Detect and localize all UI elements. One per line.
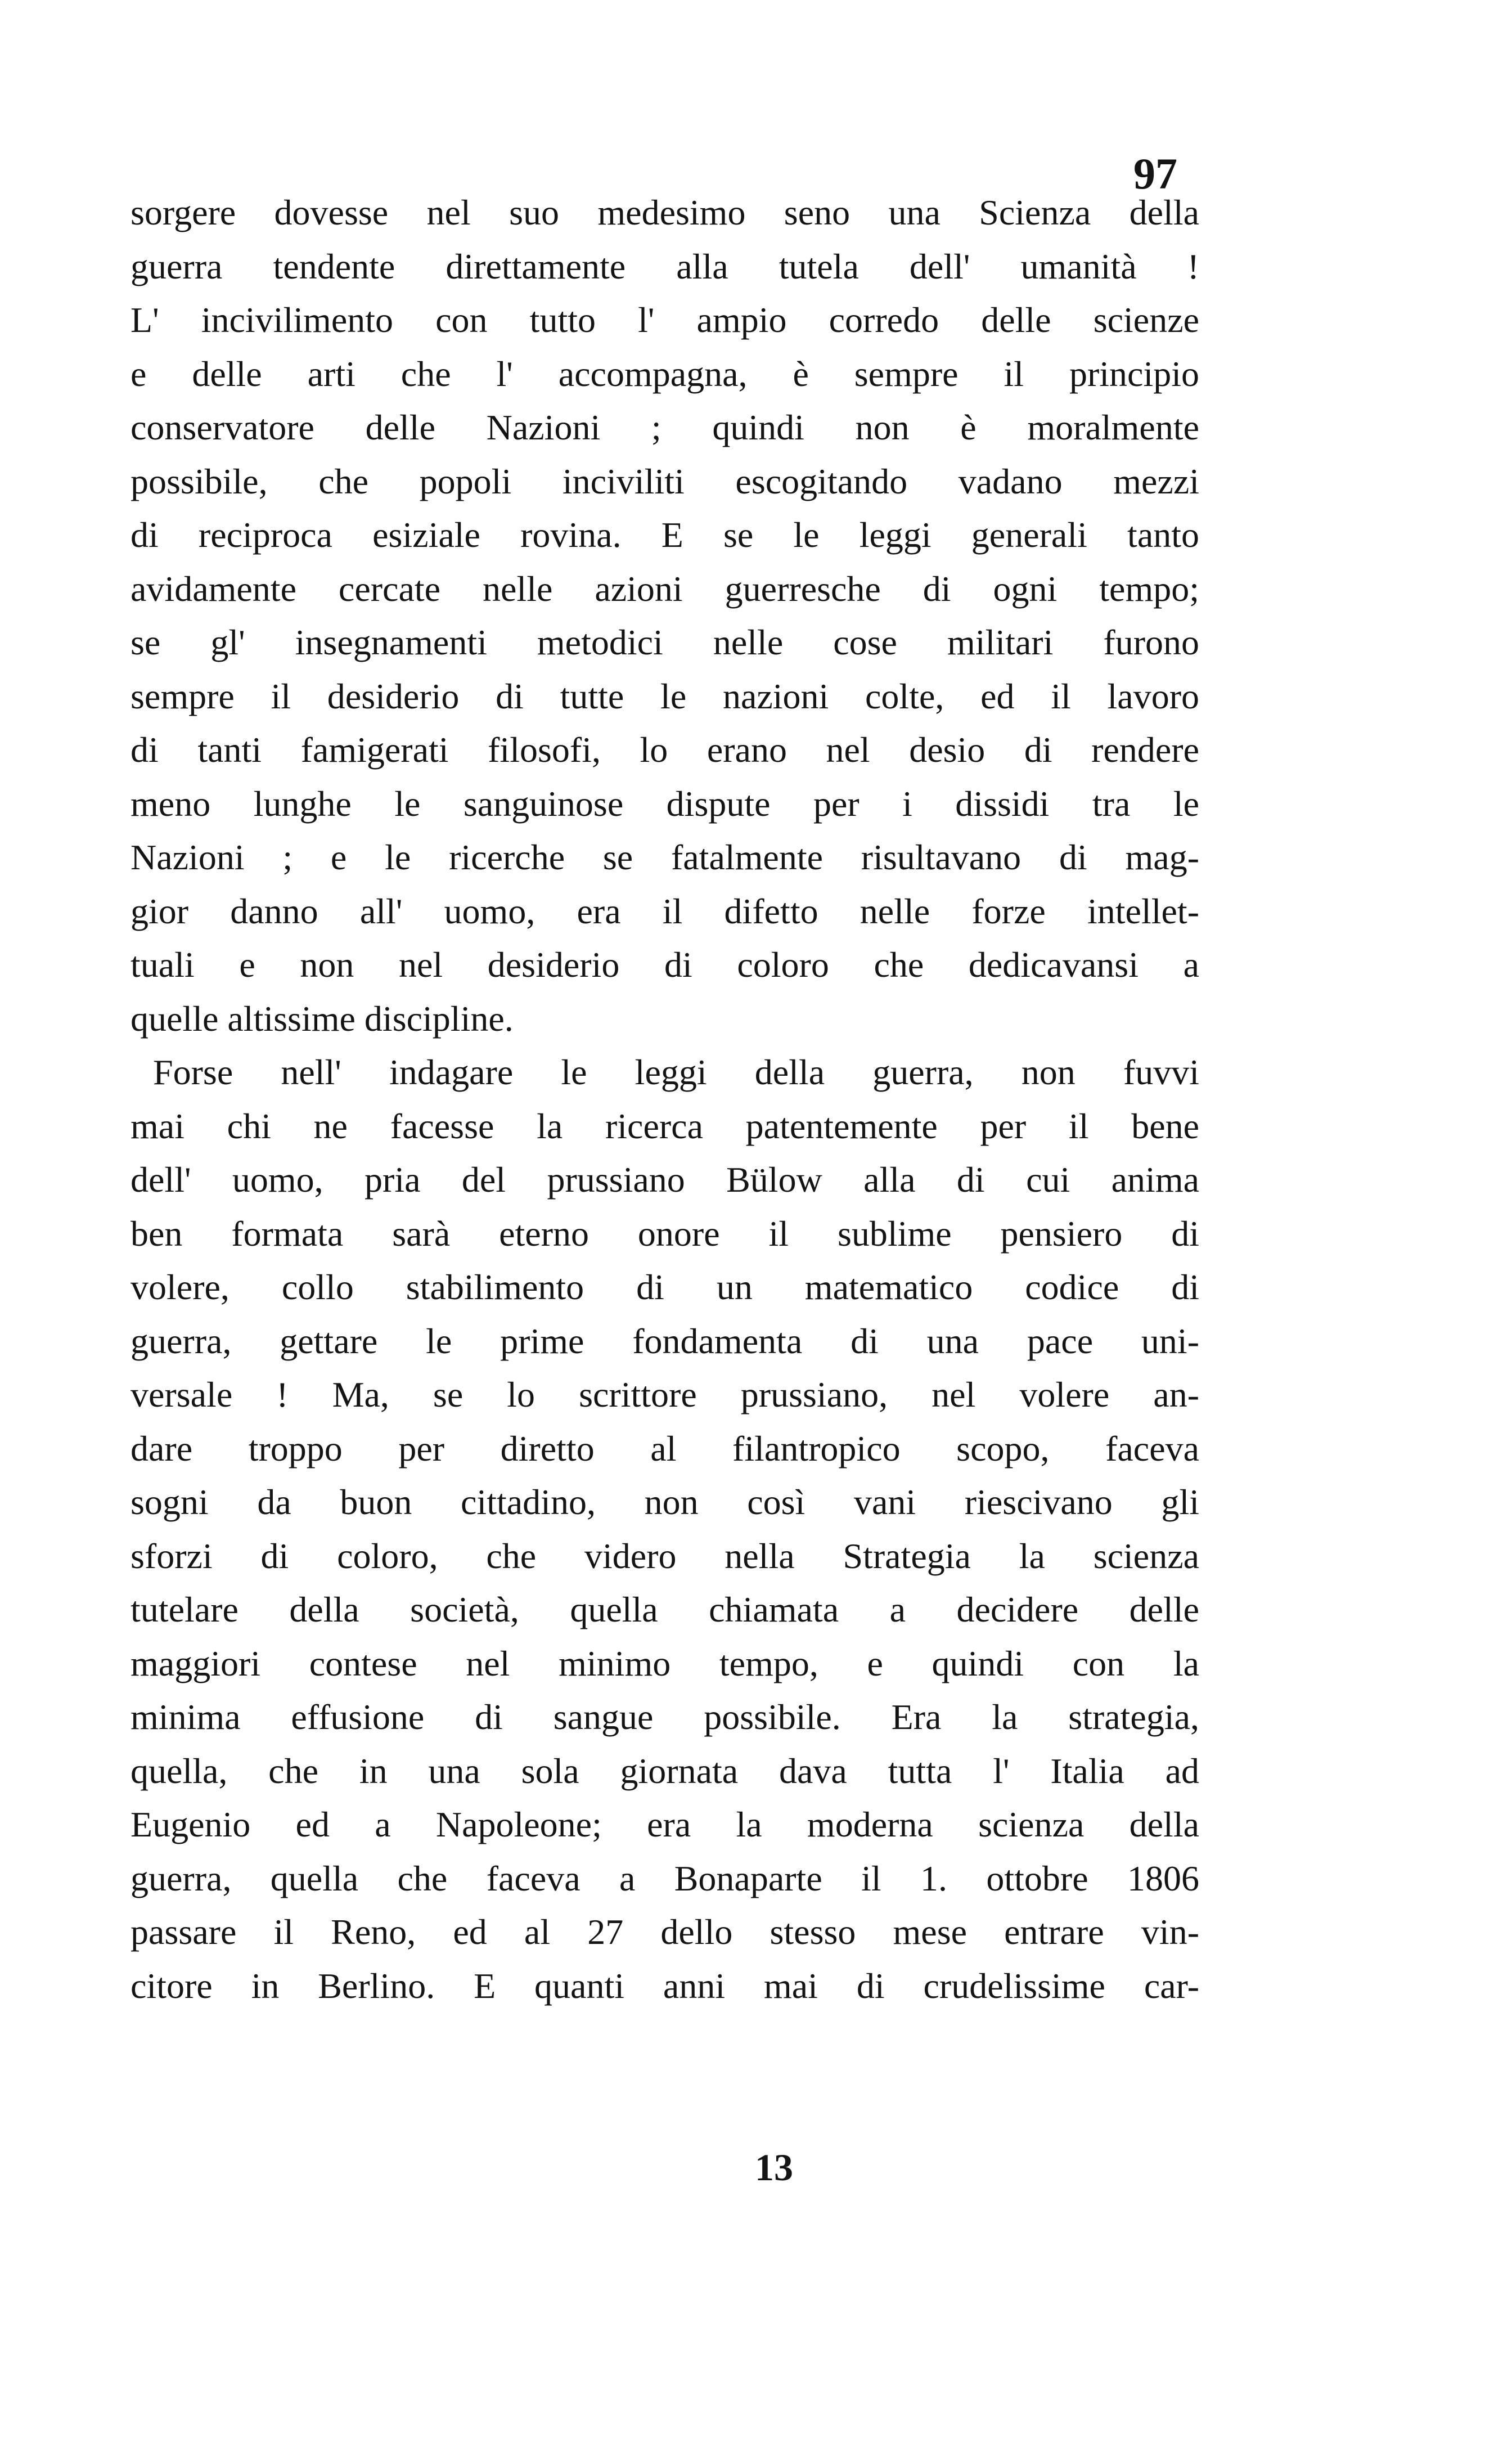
text-line: di tanti famigerati filosofi, lo erano nel desio di rendere [130, 730, 1199, 770]
text-line: minima effusione di sangue possibile. Era la strategia, [130, 1697, 1199, 1737]
text-line: conservatore delle Nazioni ; quindi non è moralmente [130, 407, 1199, 447]
text-line: passare il Reno, ed al 27 dello stesso mese entrare vin- [130, 1912, 1199, 1952]
text-line: citore in Berlino. E quanti anni mai di crudelissime car- [130, 1965, 1199, 2006]
text-line: avidamente cercate nelle azioni guerresche di ogni tempo; [130, 568, 1199, 609]
text-line: sogni da buon cittadino, non così vani riescivano gli [130, 1482, 1199, 1522]
text-line: ben formata sarà eterno onore il sublime pensiero di [130, 1213, 1199, 1254]
text-line: se gl' insegnamenti metodici nelle cose militari furono [130, 622, 1199, 662]
text-line: quelle altissime discipline. [130, 998, 514, 1039]
text-line: volere, collo stabilimento di un matematico codice di [130, 1267, 1199, 1307]
text-line: guerra tendente direttamente alla tutela dell' umanità ! [130, 246, 1199, 286]
text-line: sorgere dovesse nel suo medesimo seno una Scienza della [130, 192, 1199, 232]
text-line: guerra, gettare le prime fondamenta di una pace uni- [130, 1321, 1199, 1361]
text-line: tutelare della società, quella chiamata a decidere delle [130, 1589, 1199, 1629]
text-line: sempre il desiderio di tutte le nazioni colte, ed il lavoro [130, 676, 1199, 716]
text-line: meno lunghe le sanguinose dispute per i dissidi tra le [130, 783, 1199, 824]
text-line: maggiori contese nel minimo tempo, e quindi con la [130, 1643, 1199, 1683]
page-number: 97 [1133, 149, 1177, 198]
signature-mark: 13 [755, 2146, 793, 2189]
text-line: tuali e non nel desiderio di coloro che dedicavansi a [130, 945, 1199, 985]
text-line: possibile, che popoli inciviliti escogitando vadano mezzi [130, 461, 1199, 501]
text-line: dare troppo per diretto al filantropico scopo, faceva [130, 1428, 1199, 1468]
text-line: guerra, quella che faceva a Bonaparte il 1. ottobre 1806 [130, 1858, 1199, 1898]
text-line: dell' uomo, pria del prussiano Bülow alla di cui anima [130, 1160, 1199, 1200]
text-line: e delle arti che l' accompagna, è sempre il principio [130, 353, 1199, 394]
text-line: Eugenio ed a Napoleone; era la moderna scienza della [130, 1804, 1199, 1844]
text-line: quella, che in una sola giornata dava tutta l' Italia ad [130, 1750, 1199, 1791]
text-line: gior danno all' uomo, era il difetto nelle forze intellet- [130, 891, 1199, 931]
text-line: mai chi ne facesse la ricerca patentemente per il bene [130, 1106, 1199, 1146]
text-line: di reciproca esiziale rovina. E se le leggi generali tanto [130, 515, 1199, 555]
text-line: Forse nell' indagare le leggi della guerra, non fuvvi [153, 1052, 1199, 1092]
text-line: L' incivilimento con tutto l' ampio corredo delle scienze [130, 300, 1199, 340]
text-line: versale ! Ma, se lo scrittore prussiano, nel volere an- [130, 1375, 1199, 1414]
text-line: Nazioni ; e le ricerche se fatalmente risultavano di mag- [130, 837, 1199, 877]
body-text [130, 186, 1199, 2013]
text-line: sforzi di coloro, che videro nella Strategia la scienza [130, 1535, 1199, 1576]
